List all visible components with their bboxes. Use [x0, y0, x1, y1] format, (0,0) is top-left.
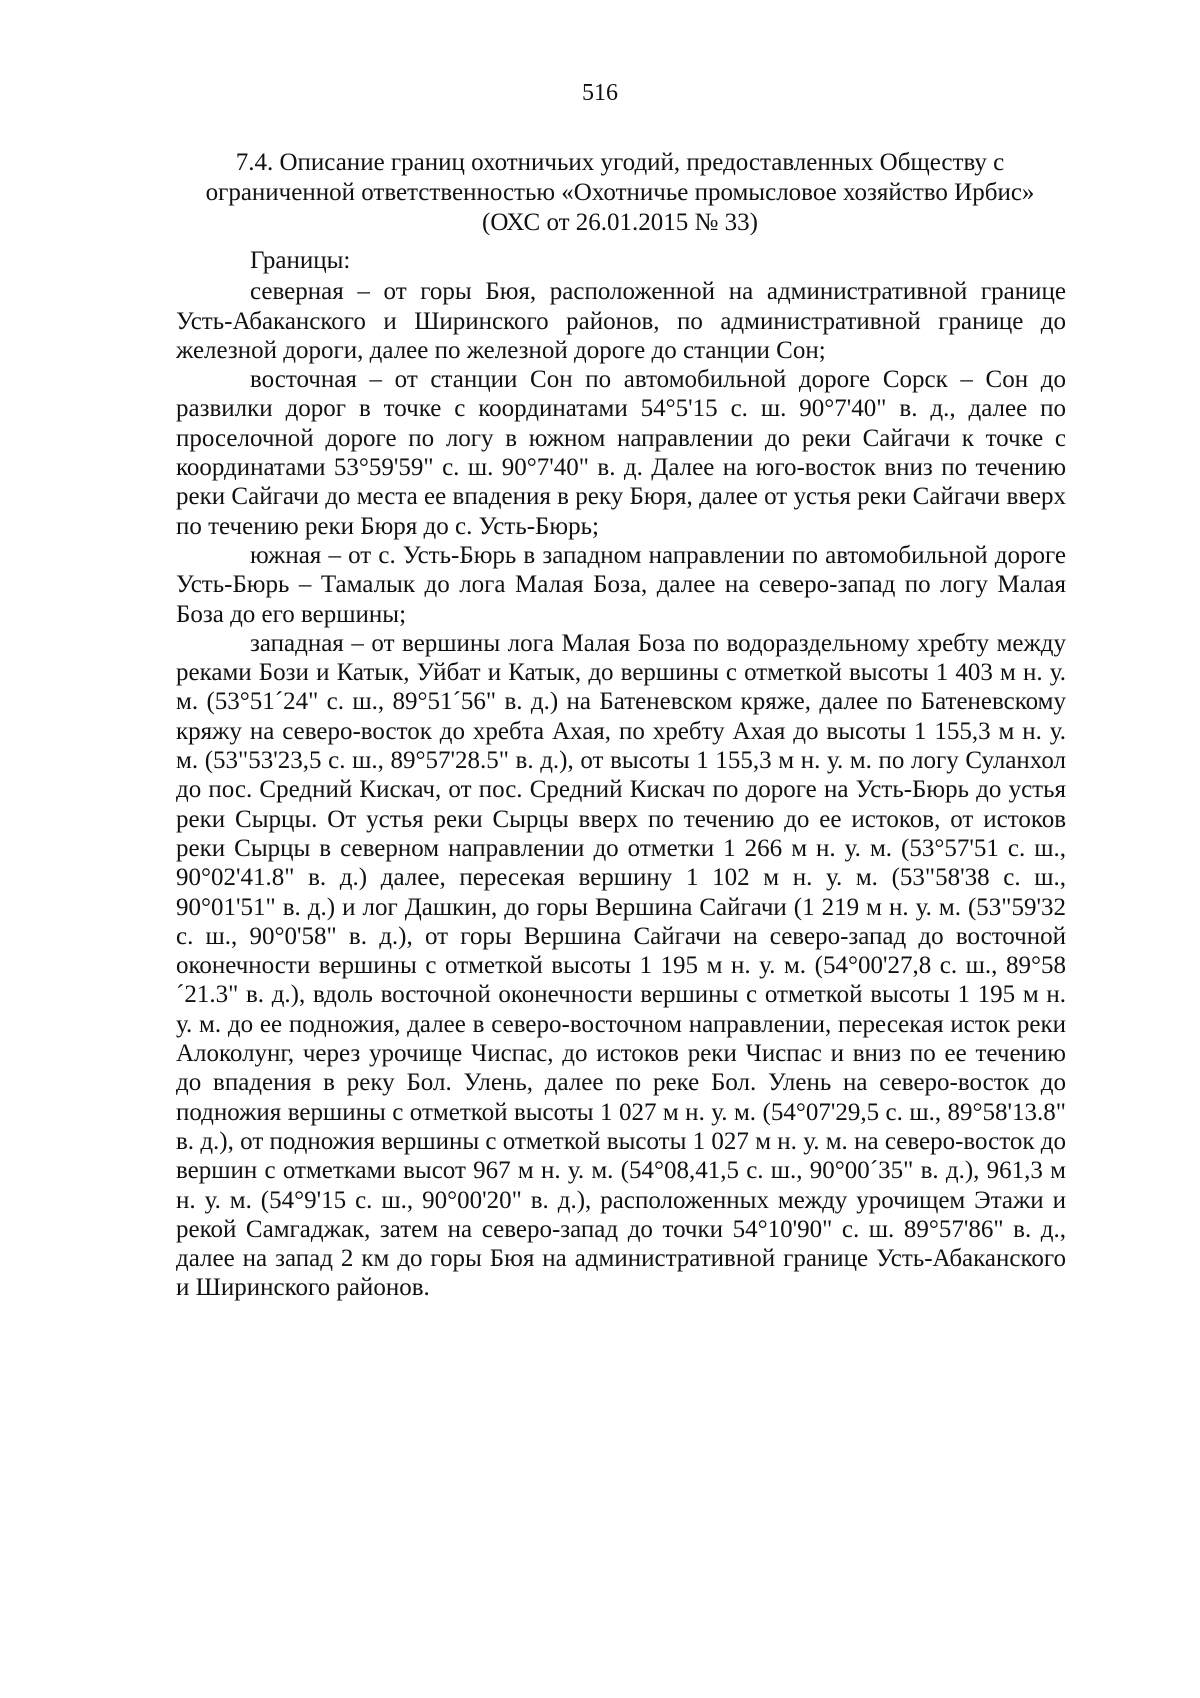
section-title: [176, 148, 1064, 238]
east-border-paragraph: восточная – от станции Сон по автомобильной дороге Сорск – Сон до развилки дорог в точке с координатами 54°5'15 с. ш. 90°7'40" в. д., далее по проселочной дороге по логу в южном направлении до реки Сайгачи к точке с координатами 53°59'59" с. ш. 90°7'40" в. д. Далее на юго-восток вниз по течению реки Сайгачи до места ее впадения в реку Бюря, далее от устья реки Сайгачи вверх по течению реки Бюря до с. Усть-Бюрь;: [176, 366, 1066, 540]
borders-heading: Границы:: [250, 247, 351, 274]
south-border-paragraph: южная – от с. Усть-Бюрь в западном направлении по автомобильной дороге Усть-Бюрь – Тамалык до лога Малая Боза, далее на северо-запад по логу Малая Боза до его вершины;: [176, 541, 1066, 628]
document-body: [176, 246, 1066, 1303]
page-number: 516: [582, 80, 618, 106]
north-border-paragraph: северная – от горы Бюя, расположенной на административной границе Усть-Абаканского и Ширинского районов, по административной границе до железной дороги, далее по железной дороге до станции Сон;: [176, 278, 1066, 364]
section-title-line-1: 7.4. Описание границ охотничьих угодий, предоставленных Обществу с: [235, 149, 1005, 176]
section-title-line-3: (ОХС от 26.01.2015 № 33): [482, 209, 758, 236]
west-border-paragraph: западная – от вершины лога Малая Боза по водораздельному хребту между реками Бози и Катык, Уйбат и Катык, до вершины с отметкой высоты 1 403 м н. у. м. (53°51´24" с. ш., 89°51´56" в. д.) на Батеневском кряже, далее по Батеневскому кряжу на северо-восток до хребта Ахая, по хребту Ахая до высоты 1 155,3 м н. у. м. (53"53'23,5 с. ш., 89°57'28.5" в. д.), от высоты 1 155,3 м н. у. м. по логу Суланхол до пос. Средний Кискач, от пос. Средний Кискач по дороге на Усть-Бюрь до устья реки Сырцы. От устья реки Сырцы вверх по течению до ее истоков, от истоков реки Сырцы в северном направлении до отметки 1 266 м н. у. м. (53°57'51 с. ш., 90°02'41.8" в. д.) далее, пересекая вершину 1 102 м н. у. м. (53"58'38 с. ш., 90°01'51" в. д.) и лог Дашкин, до горы Вершина Сайгачи (1 219 м н. у. м. (53"59'32 с. ш., 90°0'58" в. д.), от горы Вершина Сайгачи на северо-запад до восточной оконечности вершины с отметкой высоты 1 195 м н. у. м. (54°00'27,8 с. ш., 89°58´21.3" в. д.), вдоль восточной оконечности вершины с отметкой высоты 1 195 м н. у. м. до ее подножия, далее в северо-восточном направлении, пересекая исток реки Алоколунг, через урочище Чиспас, до истоков реки Чиспас и вниз по ее течению до впадения в реку Бол. Улень, далее по реке Бол. Улень на северо-восток до подножия вершины с отметкой высоты 1 027 м н. у. м. (54°07'29,5 с. ш., 89°58'13.8" в. д.), от подножия вершины с отметкой высоты 1 027 м н. у. м. на северо-восток до вершин с отметками высот 967 м н. у. м. (54°08,41,5 с. ш., 90°00´35" в. д.), 961,3 м н. у. м. (54°9'15 с. ш., 90°00'20" в. д.), расположенных между урочищем Этажи и рекой Самгаджак, затем на северо-запад до точки 54°10'90" с. ш. 89°57'86" в. д., далее на запад 2 км до горы Бюя на административной границе Усть-Абаканского и Ширинского районов.: [176, 629, 1066, 1302]
section-title-line-2: ограниченной ответственностью «Охотничье промысловое хозяйство Ирбис»: [205, 179, 1035, 206]
